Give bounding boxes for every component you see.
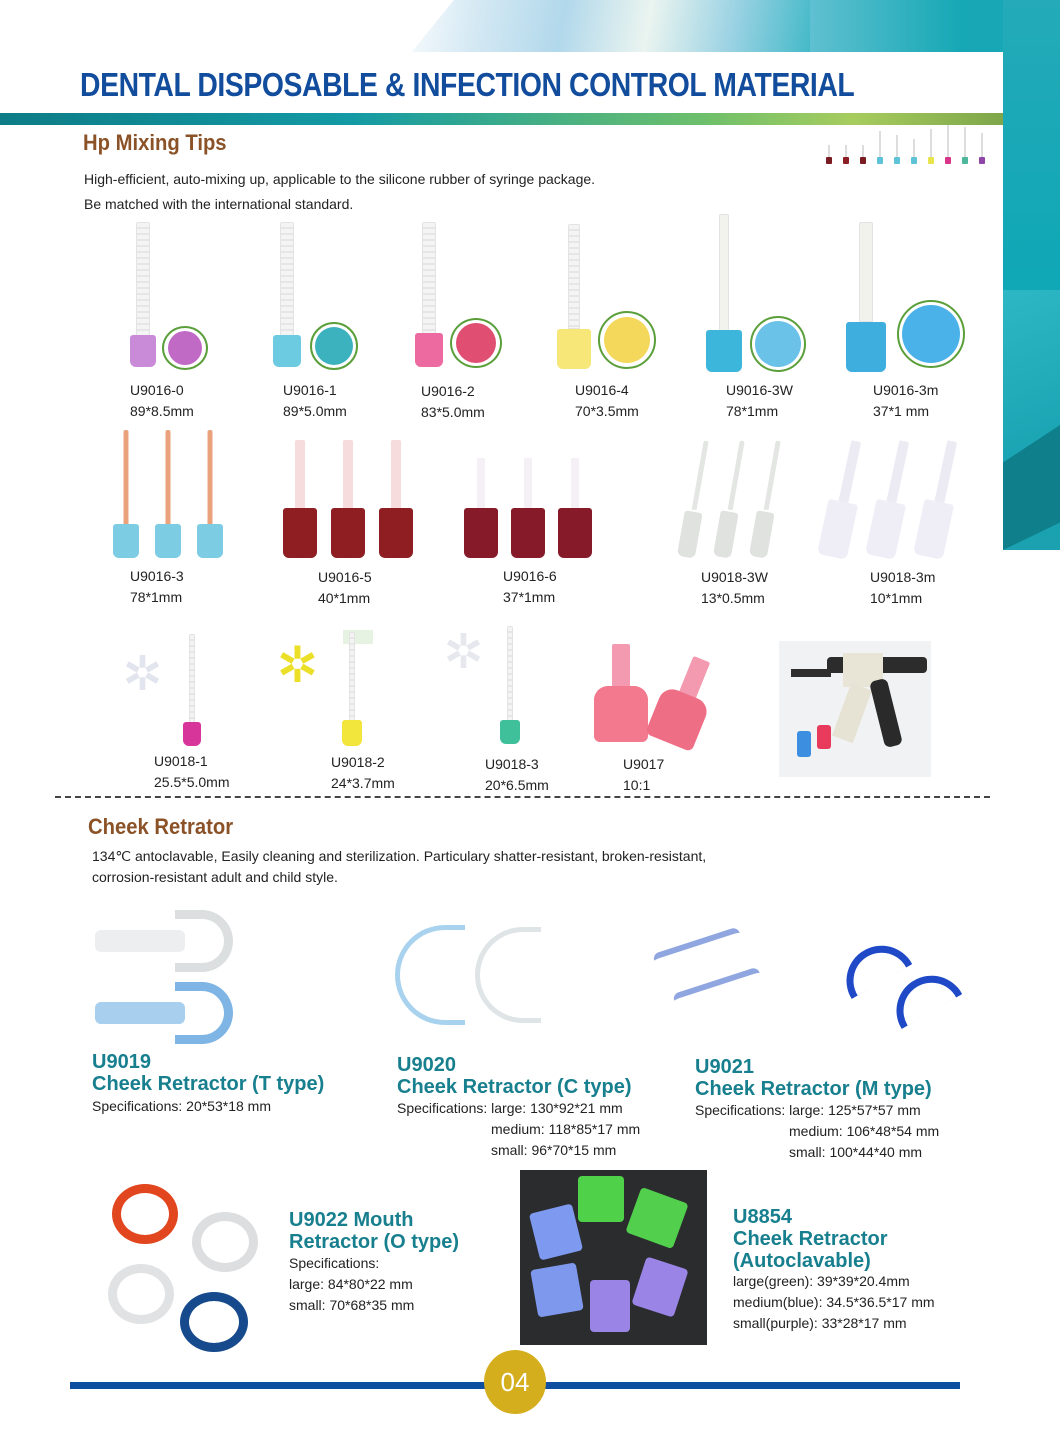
product-image-u9018-2: [340, 632, 364, 746]
product-image-u9018-1: [180, 634, 204, 746]
product-size-u9018-3w: 13*0.5mm: [701, 590, 765, 606]
section-title-mixing-tips: Hp Mixing Tips: [83, 130, 227, 155]
product-code-u9016-3: U9016-3: [130, 568, 184, 584]
section-title-cheek-retractor: Cheek Retrator: [88, 814, 234, 839]
product-image-u9018-3: [498, 626, 522, 744]
product-image-u8854: [520, 1170, 707, 1345]
product-spec-u9019: Specifications: 20*53*18 mm: [92, 1098, 271, 1114]
mini-tip-icon: [962, 127, 968, 164]
mini-tip-icon: [826, 145, 832, 164]
mixing-tips-description-2: Be matched with the international standard.: [84, 196, 354, 212]
product-size-u9016-5: 40*1mm: [318, 590, 371, 606]
product-code-u9018-1: U9018-1: [154, 753, 208, 769]
product-code-u9020: U9020: [397, 1054, 456, 1076]
product-code-u9022: U9022 Mouth: [289, 1209, 414, 1231]
page-title: DENTAL DISPOSABLE & INFECTION CONTROL MATERIAL: [80, 66, 855, 103]
header-decoration: [395, 0, 815, 52]
product-code-u8854: U8854: [733, 1206, 792, 1228]
mixing-element-image-u9018-1: ✲: [122, 648, 163, 701]
product-spec-u9020-small: small: 96*70*15 mm: [491, 1142, 617, 1158]
product-image-u9021-blue: [838, 918, 968, 1036]
product-size-u9016-4: 70*3.5mm: [575, 403, 639, 419]
product-cap-image-u9016-0: [162, 326, 208, 370]
product-image-u9016-3w: [706, 214, 742, 372]
mini-tip-icon: [843, 145, 849, 164]
product-spec-u9022-small: small: 70*68*35 mm: [289, 1297, 415, 1313]
mixing-tips-strip-image: [826, 130, 996, 166]
mini-tip-icon: [979, 133, 985, 164]
product-cap-image-u9016-4: [598, 311, 656, 369]
product-image-u9017-b: [641, 648, 728, 753]
product-spec-u8854-small: small(purple): 33*28*17 mm: [733, 1315, 907, 1331]
product-cap-image-u9016-3m: [897, 300, 965, 368]
product-spec-u9022-label: Specifications:: [289, 1255, 380, 1271]
product-cap-image-u9016-1: [310, 322, 358, 370]
product-name-u9020: Cheek Retractor (C type): [397, 1076, 632, 1098]
section-divider: [55, 796, 990, 798]
product-code-u9016-4: U9016-4: [575, 382, 629, 398]
product-size-u9016-3m: 37*1 mm: [873, 403, 930, 419]
product-size-u9016-2: 83*5.0mm: [421, 404, 485, 420]
product-image-u9016-3m: [846, 222, 886, 372]
product-code-u9016-5: U9016-5: [318, 569, 372, 585]
product-image-u9019: [95, 910, 235, 1045]
product-size-u9016-0: 89*8.5mm: [130, 403, 194, 419]
product-image-u9016-3: [112, 430, 227, 558]
product-name-u8854: Cheek Retractor: [733, 1228, 888, 1250]
mini-tip-icon: [877, 131, 883, 164]
product-name-u9022: Retractor (O type): [289, 1231, 460, 1253]
product-image-u9020: [395, 925, 545, 1025]
product-ratio-u9017: 10:1: [623, 777, 651, 793]
product-code-u9019: U9019: [92, 1051, 151, 1073]
product-image-u9021-clear: [642, 920, 782, 1020]
product-spec-u8854-medium: medium(blue): 34.5*36.5*17 mm: [733, 1294, 935, 1310]
product-code-u9016-6: U9016-6: [503, 568, 557, 584]
mini-tip-icon: [860, 145, 866, 164]
product-image-u9022: [100, 1178, 270, 1353]
product-code-u9018-3: U9018-3: [485, 756, 539, 772]
product-spec-u9021-small: small: 100*44*40 mm: [789, 1144, 923, 1160]
product-spec-u9020-large: Specifications: large: 130*92*21 mm: [397, 1100, 623, 1116]
product-code-u9016-1: U9016-1: [283, 382, 337, 398]
product-size-u9016-6: 37*1mm: [503, 589, 556, 605]
page-number: 04: [484, 1350, 546, 1414]
cheek-description-1: 134℃ antoclavable, Easily cleaning and sterilization. Particulary shatter-resistant, broken-resistant,: [92, 848, 707, 864]
product-size-u9018-1: 25.5*5.0mm: [154, 774, 230, 790]
mini-tip-icon: [894, 135, 900, 164]
product-size-u9016-3w: 78*1mm: [726, 403, 779, 419]
product-spec-u9021-medium: medium: 106*48*54 mm: [789, 1123, 940, 1139]
product-code-u9018-3m: U9018-3m: [870, 569, 936, 585]
product-code-u9017: U9017: [623, 756, 665, 772]
mixing-tips-description-1: High-efficient, auto-mixing up, applicable to the silicone rubber of syringe package.: [84, 171, 596, 187]
product-size-u9016-3: 78*1mm: [130, 589, 183, 605]
product-code-u9018-3w: U9018-3W: [701, 569, 768, 585]
product-code-u9016-3m: U9016-3m: [873, 382, 939, 398]
product-spec-u9020-medium: medium: 118*85*17 mm: [491, 1121, 641, 1137]
product-cap-image-u9016-2: [450, 318, 502, 368]
product-image-u9016-0: [128, 222, 158, 367]
product-name-u9021: Cheek Retractor (M type): [695, 1078, 932, 1100]
product-code-u9016-3w: U9016-3W: [726, 382, 793, 398]
product-spec-u8854-large: large(green): 39*39*20.4mm: [733, 1273, 910, 1289]
product-code-u9016-2: U9016-2: [421, 383, 475, 399]
mini-tip-icon: [911, 139, 917, 164]
product-spec-u9021-large: Specifications: large: 125*57*57 mm: [695, 1102, 921, 1118]
product-code-u9021: U9021: [695, 1056, 754, 1078]
product-image-u9018-3m: [820, 440, 970, 558]
product-name-u9019: Cheek Retractor (T type): [92, 1073, 325, 1095]
mixing-element-image-u9018-3: ✲: [443, 626, 484, 679]
product-image-u9016-2: [414, 222, 444, 367]
mixing-element-image-u9018-2: ✲: [276, 637, 319, 693]
product-image-u9017-a: [592, 644, 650, 742]
product-image-u9016-5: [282, 440, 417, 558]
product-size-u9018-3m: 10*1mm: [870, 590, 923, 606]
product-image-u9016-1: [272, 222, 302, 367]
product-image-u9016-4: [556, 224, 592, 369]
title-band: [0, 113, 1003, 125]
product-image-u9018-3w: [676, 440, 786, 558]
mini-tip-icon: [945, 125, 951, 164]
product-code-u9016-0: U9016-0: [130, 382, 184, 398]
product-spec-u9022-large: large: 84*80*22 mm: [289, 1276, 413, 1292]
product-size-u9016-1: 89*5.0mm: [283, 403, 347, 419]
product-code-u9018-2: U9018-2: [331, 754, 385, 770]
mini-tip-icon: [928, 129, 934, 164]
product-size-u9018-3: 20*6.5mm: [485, 777, 549, 793]
product-name-u8854-line2: (Autoclavable): [733, 1250, 871, 1272]
product-image-u9016-6: [463, 458, 598, 558]
product-size-u9018-2: 24*3.7mm: [331, 775, 395, 791]
product-cap-image-u9016-3w: [750, 316, 806, 372]
dispenser-gun-image: [779, 641, 931, 777]
cheek-description-2: corrosion-resistant adult and child style.: [92, 869, 338, 885]
